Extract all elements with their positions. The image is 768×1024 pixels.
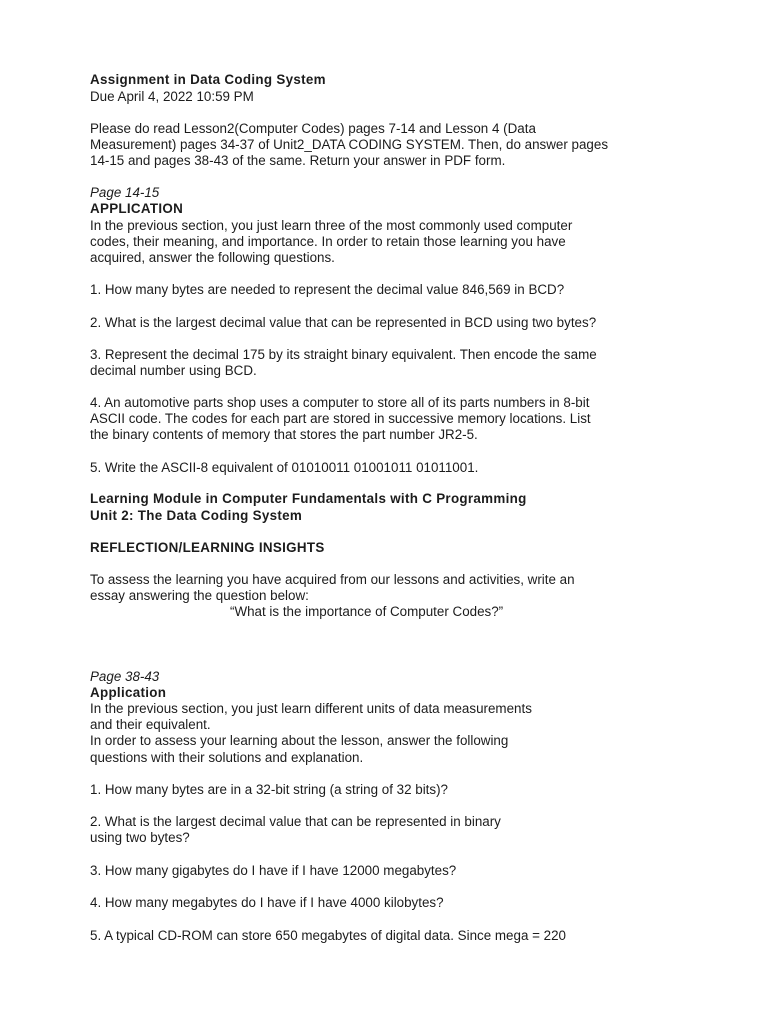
section1-page-ref: Page 14-15 [90,185,160,200]
section1-intro-line: In the previous section, you just learn three of the most commonly used computer [90,218,573,233]
section2-intro-line: In order to assess your learning about the lesson, answer the following [90,733,509,748]
section2-page-ref: Page 38-43 [90,669,160,684]
section1-question-4: 4. An automotive parts shop uses a computer to store all of its parts numbers in 8-bit [90,395,590,410]
section1-question-4: ASCII code. The codes for each part are stored in successive memory locations. List [90,411,591,426]
section1-question-3: decimal number using BCD. [90,363,257,378]
instructions-line: Measurement) pages 34-37 of Unit2_DATA CODING SYSTEM. Then, do answer pages [90,137,609,152]
section2-intro-line: questions with their solutions and explanation. [90,750,364,765]
section2-question-2: 2. What is the largest decimal value that can be represented in binary [90,814,501,829]
reflection-text-line: To assess the learning you have acquired from our lessons and activities, write an [90,572,575,587]
section2-question-4: 4. How many megabytes do I have if I have 4000 kilobytes? [90,895,444,910]
section1-question-5: 5. Write the ASCII-8 equivalent of 01010011 01001011 01011001. [90,460,479,475]
section2-question-3: 3. How many gigabytes do I have if I have 12000 megabytes? [90,863,457,878]
section2-heading: Application [90,685,167,700]
section2-question-2: using two bytes? [90,830,190,845]
section2-question-5: 5. A typical CD-ROM can store 650 megabytes of digital data. Since mega = 220 [90,928,566,943]
assignment-title: Assignment in Data Coding System [90,72,326,87]
reflection-text-line: essay answering the question below: [90,588,309,603]
section2-question-1: 1. How many bytes are in a 32-bit string (a string of 32 bits)? [90,782,448,797]
section1-intro-line: acquired, answer the following questions. [90,250,335,265]
section1-question-4: the binary contents of memory that stores the part number JR2-5. [90,427,478,442]
section1-question-3: 3. Represent the decimal 175 by its straight binary equivalent. Then encode the same [90,347,597,362]
due-date: Due April 4, 2022 10:59 PM [90,89,254,104]
reflection-quote: “What is the importance of Computer Codes?” [230,604,504,619]
section1-intro-line: codes, their meaning, and importance. In order to retain those learning you have [90,234,566,249]
section1-heading: APPLICATION [90,201,184,216]
instructions-line: 14-15 and pages 38-43 of the same. Return your answer in PDF form. [90,153,506,168]
module-title: Learning Module in Computer Fundamentals with C Programming [90,491,527,506]
module-unit: Unit 2: The Data Coding System [90,508,303,523]
section2-intro-line: In the previous section, you just learn different units of data measurements [90,701,532,716]
instructions-line: Please do read Lesson2(Computer Codes) pages 7-14 and Lesson 4 (Data [90,121,536,136]
section1-question-1: 1. How many bytes are needed to represent the decimal value 846,569 in BCD? [90,282,565,297]
section2-intro-line: and their equivalent. [90,717,211,732]
section1-question-2: 2. What is the largest decimal value that can be represented in BCD using two bytes? [90,315,597,330]
reflection-heading: REFLECTION/LEARNING INSIGHTS [90,540,325,555]
